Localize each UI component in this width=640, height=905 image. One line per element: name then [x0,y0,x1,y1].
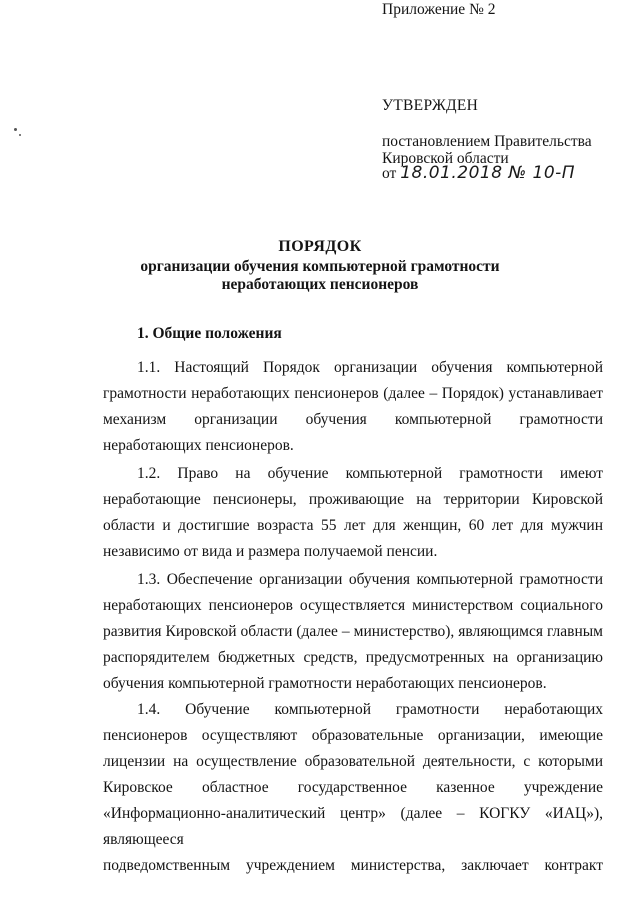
section-heading: 1. Общие положения [137,325,282,342]
paragraph-last-line: подведомственным учреждением министерства, заключает контракт [103,857,603,874]
paragraph-1-1 [103,355,603,459]
document-subtitle-line-2: неработающих пенсионеров [221,276,419,293]
approved-label: УТВЕРЖДЕН [382,97,479,114]
paragraph-1-4 [103,697,603,879]
decree-date-handwritten: 18.01.2018 № 10-П [400,163,576,183]
paragraph-text: 1.3. Обеспечение организации обучения компьютерной грамотности неработающих пенсионеров осуществляется министерством социального развития Кировской области (далее – министерство), являющимся главным распорядителем бюджетных средств, предусмотренных на организацию обучения компьютерной грамотности неработающих пенсионеров. [103,571,603,692]
paragraph-text: 1.2. Право на обучение компьютерной грамотности имеют неработающие пенсионеры, проживающие на территории Кировской области и достигшие возраста 55 лет для женщин, 60 лет для мужчин независимо от вида и размера получаемой пенсии. [103,465,603,560]
decree-date-prefix: от [382,165,397,182]
paragraph-text: 1.1. Настоящий Порядок организации обучения компьютерной грамотности неработающих пенсионеров (далее – Порядок) устанавливает механизм организации обучения компьютерной грамотности неработающих пенсионеров. [103,359,603,454]
scan-speck [19,134,21,136]
paragraph-1-3 [103,567,603,697]
paragraph-1-2 [103,461,603,565]
paragraph-text: 1.4. Обучение компьютерной грамотности неработающих пенсионеров осуществляют образовательные организации, имеющие лицензии на осуществление образовательной деятельности, с которыми Кировское областное государственное казенное учреждение «Информационно-аналитический центр» (далее – КОГКУ «ИАЦ»), являющееся [103,701,603,848]
scan-speck [14,128,17,131]
decree-line-1: постановлением Правительства [382,133,592,150]
decree-date [382,163,575,184]
document-subtitle-line-1: организации обучения компьютерной грамотности [140,258,500,275]
document-title: ПОРЯДОК [278,238,362,255]
decree-line-2: Кировской области [382,150,509,167]
appendix-label: Приложение № 2 [382,1,496,18]
